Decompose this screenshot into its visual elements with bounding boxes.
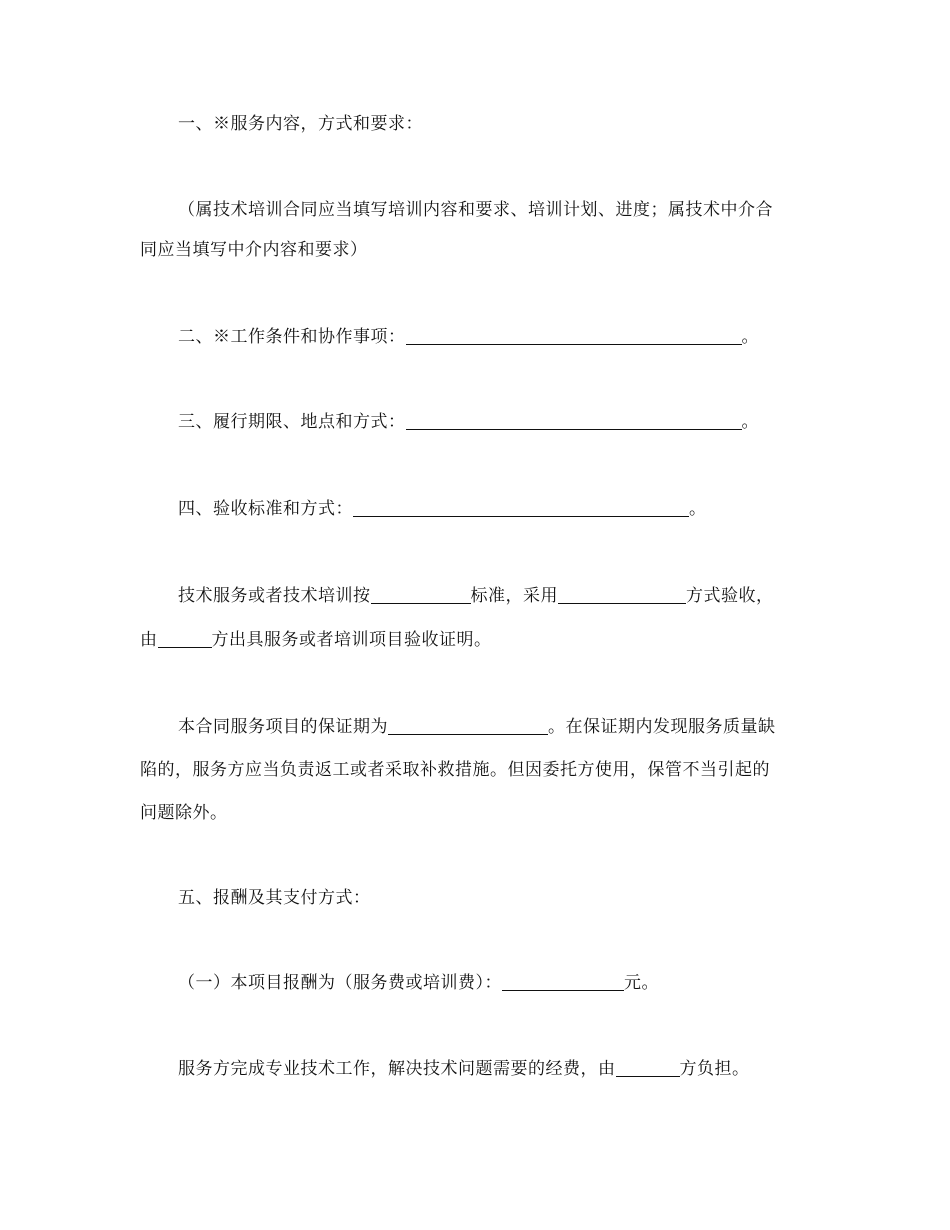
section-1-note-line-1: （属技术培训合同应当填写培训内容和要求、培训计划、进度；属技术中介合 [178, 200, 773, 220]
acceptance-standard-blank[interactable] [353, 498, 689, 517]
certifying-party-blank[interactable] [158, 629, 212, 648]
warranty-para-line-2: 陷的，服务方应当负责返工或者采取补救措施。但因委托方使用，保管不当引起的 [140, 760, 770, 780]
warranty-period-blank[interactable] [388, 716, 548, 735]
performance-term-blank[interactable] [406, 411, 742, 430]
section-1-note-line-2: 同应当填写中介内容和要求） [140, 240, 368, 260]
section-2-line: 二、※工作条件和协作事项： 。 [178, 327, 759, 347]
fee-line: （一）本项目报酬为（服务费或培训费）： 元。 [178, 973, 659, 993]
acceptance-method-blank[interactable] [558, 585, 686, 604]
cost-line: 服务方完成专业技术工作，解决技术问题需要的经费，由 方负担。 [178, 1059, 750, 1079]
section-1-heading: 一、※服务内容，方式和要求： [178, 114, 423, 134]
acceptance-para-line-1: 技术服务或者技术培训按 标准，采用 方式验收， [178, 586, 774, 606]
section-4-line: 四、验收标准和方式： 。 [178, 499, 707, 519]
fee-amount-blank[interactable] [502, 972, 624, 991]
section-5-heading: 五、报酬及其支付方式： [178, 888, 371, 908]
work-conditions-blank[interactable] [406, 326, 742, 345]
standard-blank[interactable] [371, 585, 471, 604]
cost-bearer-blank[interactable] [616, 1058, 680, 1077]
warranty-para-line-1: 本合同服务项目的保证期为 。在保证期内发现服务质量缺 [178, 717, 776, 737]
warranty-para-line-3: 问题除外。 [140, 803, 228, 823]
section-3-line: 三、履行期限、地点和方式： 。 [178, 412, 759, 432]
acceptance-para-line-2: 由 方出具服务或者培训项目验收证明。 [140, 630, 492, 650]
